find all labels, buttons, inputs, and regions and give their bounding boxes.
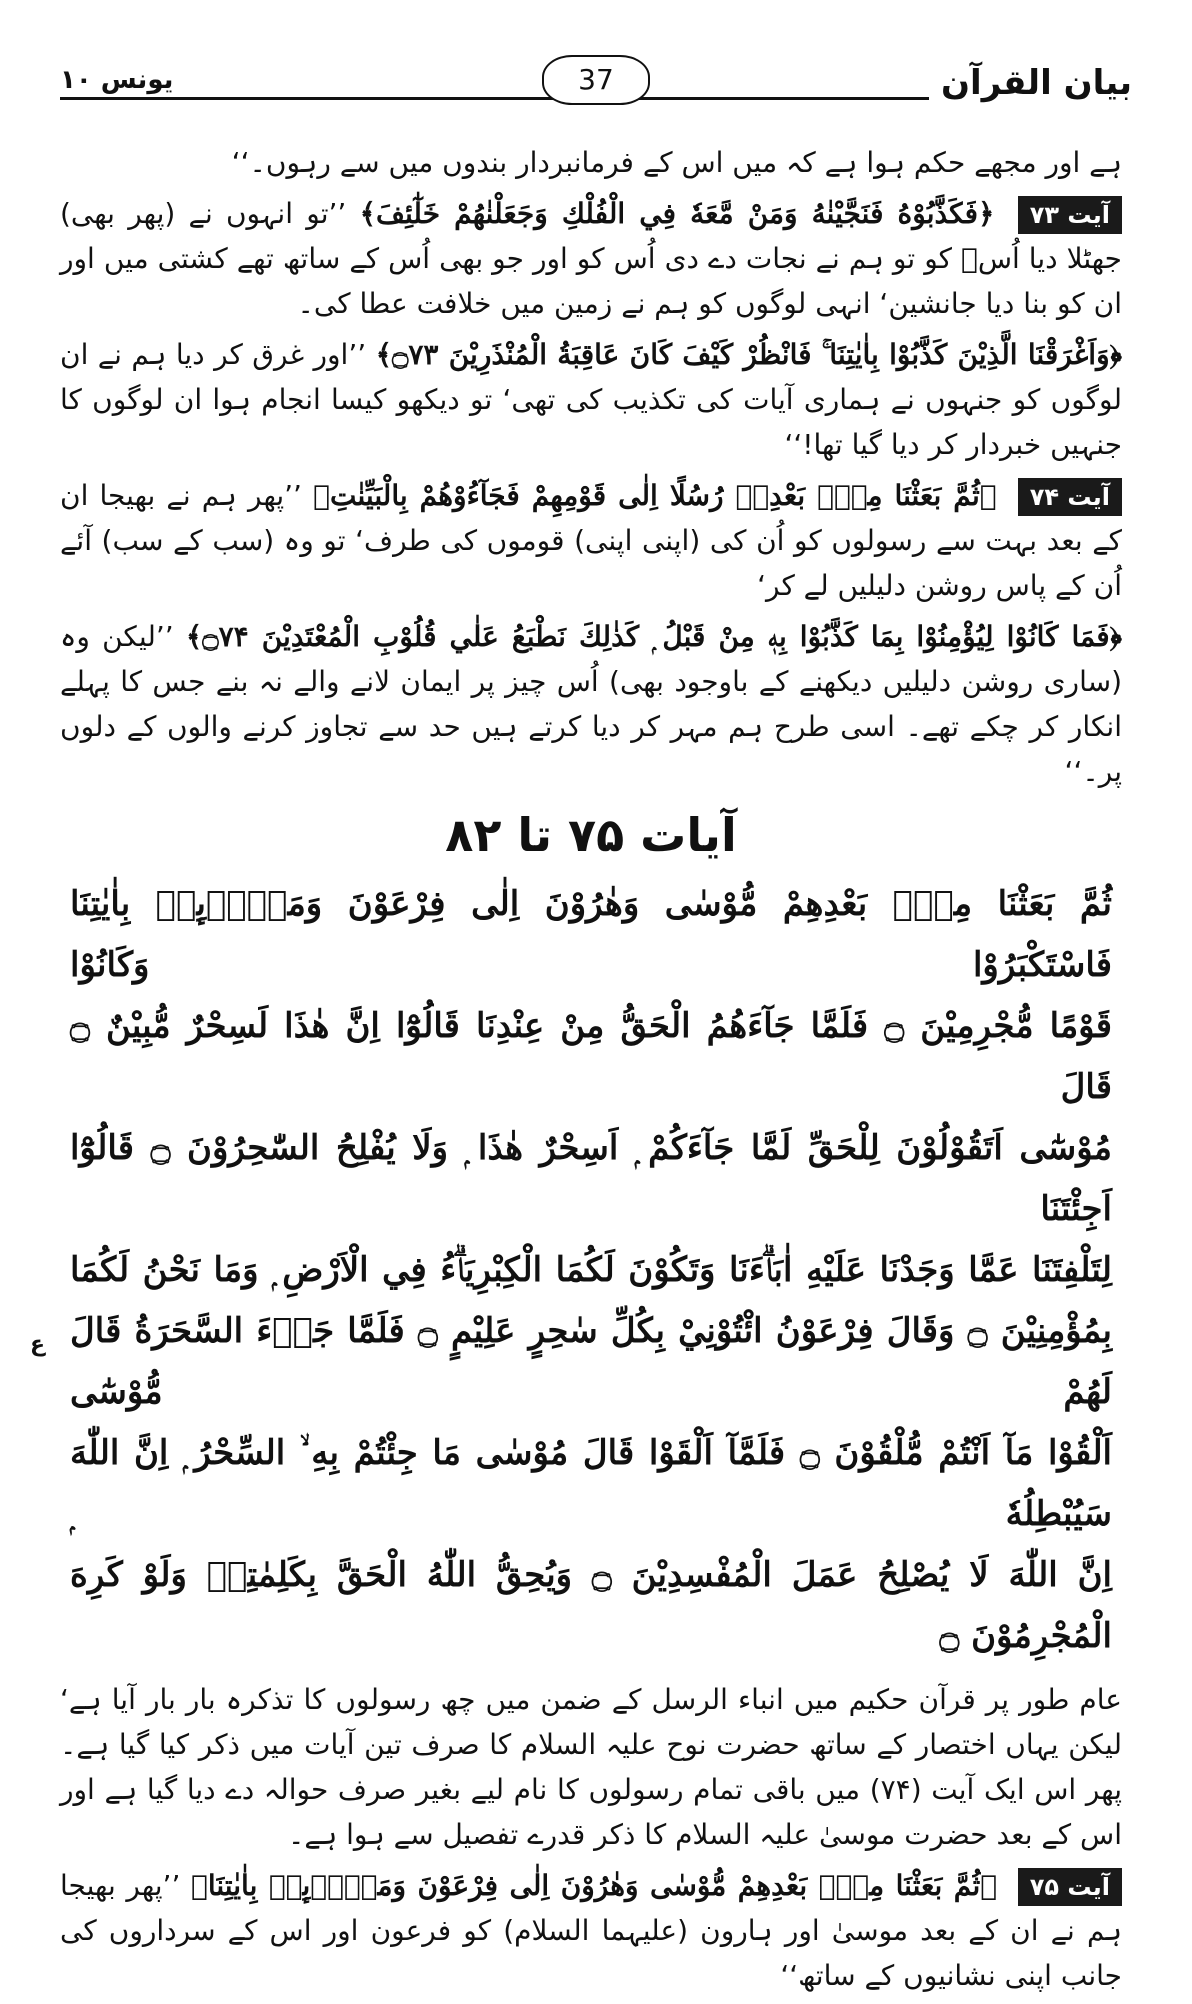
paragraph-text: ’’پھر بھیجا ہم نے ان کے بعد موسیٰ اور ہارون (علیہما السلام) کو فرعون اور اس کے سرداروں کی جانب اپنی نشانیوں کے ساتھ‘‘ bbox=[60, 1869, 1122, 1992]
paragraph-text: عام طور پر قرآن حکیم میں انباء الرسل کے ضمن میں چھ رسولوں کا تذکرہ بار بار آیا ہے‘ لیکن یہاں اختصار کے ساتھ حضرت نوح علیہ السلام کا صرف تین آیات میں ذکر کیا گیا ہے۔ پھر اس ایک آیت (۷۴) میں باقی تمام رسولوں کا نام لیے بغیر صرف حوالہ دے دیا گیا ہے اور اس کے بعد حضرت موسیٰ علیہ السلام کا ذکر قدرے تفصیل سے ہوا ہے۔ bbox=[60, 1683, 1122, 1851]
book-title: بیان القرآن bbox=[929, 63, 1132, 103]
paragraph-text: ’’اور غرق کر دیا ہم نے ان لوگوں کو جنہوں نے ہماری آیات کی تکذیب کی تھی‘ تو دیکھو کیسا انجام ہوا ان لوگوں کا جنہیں خبردار کر دیا گیا تھا!‘‘ bbox=[60, 338, 1122, 461]
commentary-paragraph bbox=[60, 1863, 1122, 1998]
paragraph-text: ’’تو انہوں نے (پھر بھی) جھٹلا دیا اُسؑ کو تو ہم نے نجات دے دی اُس کو اور جو بھی اُس کے ساتھ تھے کشتی میں اور ان کو بنا دیا جانشین‘ انہی لوگوں کو ہم نے زمین میں خلافت عطا کی۔ bbox=[60, 197, 1122, 320]
page-number: 37 bbox=[542, 55, 650, 105]
ayah-quote: ﴿ثُمَّ بَعَثْنَا مِنْۢ بَعْدِهِمْ مُّوْسٰى وَهٰرُوْنَ اِلٰى فِرْعَوْنَ وَمَلَا۟ىِٕهٖ بِاٰيٰتِنَا﴾ bbox=[191, 1869, 998, 1902]
paragraph bbox=[60, 614, 1122, 794]
paragraph-text: ’’پھر ہم نے بھیجا ان کے بعد بہت سے رسولوں کو اُن کی (اپنی اپنی) قوموں کی طرف‘ تو وہ (سب کے سب) آئے اُن کے پاس روشن دلیلیں لے کر‘ bbox=[60, 479, 1122, 602]
quran-line: مُوْسٰٓى اَتَقُوْلُوْنَ لِلْحَقِّ لَمَّا جَآءَكُمْ ۭ اَسِحْرٌ هٰذَا ۭ وَلَا يُفْلِحُ السّٰحِرُوْنَ ۝ قَالُوْٓا اَجِئْتَنَا bbox=[70, 1128, 1113, 1229]
page-header bbox=[60, 55, 1132, 125]
section-heading: آیات ۷۵ تا ۸۲ bbox=[445, 808, 737, 862]
ayah-tag: آیت ۷۵ bbox=[1018, 1868, 1122, 1906]
paragraph bbox=[60, 140, 1122, 185]
quran-text-block bbox=[70, 874, 1112, 1667]
ruku-mark: ع bbox=[30, 1332, 46, 1357]
paragraph bbox=[60, 332, 1122, 467]
quran-line: لِتَلْفِتَنَا عَمَّا وَجَدْنَا عَلَيْهِ اٰبَاۗءَنَا وَتَكُوْنَ لَكُمَا الْكِبْرِيَاۗءُ فِي الْاَرْضِ ۭ وَمَا نَحْنُ لَكُمَا bbox=[70, 1250, 1112, 1290]
page-content bbox=[30, 140, 1123, 2004]
paragraph bbox=[60, 191, 1122, 326]
surah-title: یونس ۱۰ bbox=[60, 65, 185, 95]
paragraph-text: ہے اور مجھے حکم ہوا ہے کہ میں اس کے فرمانبردار بندوں میں سے رہوں۔‘‘ bbox=[231, 146, 1122, 179]
ayah-tag: آیت ۷۴ bbox=[1018, 478, 1122, 516]
paragraph bbox=[60, 473, 1122, 608]
quran-line: اَلْقُوْا مَآ اَنْتُمْ مُّلْقُوْنَ ۝ فَلَمَّآ اَلْقَوْا قَالَ مُوْسٰى مَا جِئْتُمْ بِهِ ۙ السِّحْرُ ۭ اِنَّ اللّٰهَ سَيُبْطِلُهٗ ۭ bbox=[70, 1433, 1112, 1534]
quran-line: قَوْمًا مُّجْرِمِيْنَ ۝ فَلَمَّا جَآءَهُمُ الْحَقُّ مِنْ عِنْدِنَا قَالُوْٓا اِنَّ هٰذَا لَسِحْرٌ مُّبِيْنٌ ۝ قَالَ bbox=[70, 1006, 1113, 1107]
quran-line: ثُمَّ بَعَثْنَا مِنْۢ بَعْدِهِمْ مُّوْسٰى وَهٰرُوْنَ اِلٰى فِرْعَوْنَ وَمَلَا۟ىِٕهٖ بِاٰيٰتِنَا فَاسْتَكْبَرُوْا وَكَانُوْا bbox=[70, 884, 1112, 985]
ayah-quote: ﴿وَاَغْرَقْنَا الَّذِيْنَ كَذَّبُوْا بِاٰيٰتِنَا ۚ فَانْظُرْ كَيْفَ كَانَ عَاقِبَةُ الْمُنْذَرِيْنَ ۝۷۳﴾ bbox=[375, 338, 1123, 371]
quran-line: اِنَّ اللّٰهَ لَا يُصْلِحُ عَمَلَ الْمُفْسِدِيْنَ ۝ وَيُحِقُّ اللّٰهُ الْحَقَّ بِكَلِمٰتِهٖ وَلَوْ كَرِهَ الْمُجْرِمُوْنَ ۝ bbox=[70, 1555, 1112, 1656]
paragraph-text: ’’لیکن وہ (ساری روشن دلیلیں دیکھنے کے باوجود بھی) اُس چیز پر ایمان لانے والے نہ بنے جس کا پہلے انکار کر چکے تھے۔ اسی طرح ہم مہر کر دیا کرتے ہیں حد سے تجاوز کرنے والوں کے دلوں پر۔‘‘ bbox=[60, 620, 1122, 788]
ayah-quote: ﴿فَكَذَّبُوْهُ فَنَجَّيْنٰهُ وَمَنْ مَّعَهٗ فِي الْفُلْكِ وَجَعَلْنٰهُمْ خَلٰٓئِفَ﴾ bbox=[359, 197, 995, 230]
ayah-tag: آیت ۷۳ bbox=[1018, 196, 1122, 234]
quran-line: بِمُؤْمِنِيْنَ ۝ وَقَالَ فِرْعَوْنُ ائْتُوْنِيْ بِكُلِّ سٰحِرٍ عَلِيْمٍ ۝ فَلَمَّا جَاۗءَ السَّحَرَةُ قَالَ لَهُمْ مُّوْسٰٓى bbox=[70, 1311, 1112, 1412]
commentary-paragraph bbox=[60, 1677, 1122, 1857]
ayah-quote: ﴿ثُمَّ بَعَثْنَا مِنْۢ بَعْدِهٖ رُسُلًا اِلٰى قَوْمِهِمْ فَجَآءُوْهُمْ بِالْبَيِّنٰتِ﴾ bbox=[313, 479, 997, 512]
ayah-quote: ﴿فَمَا كَانُوْا لِيُؤْمِنُوْا بِمَا كَذَّبُوْا بِهٖ مِنْ قَبْلُ ۭ كَذٰلِكَ نَطْبَعُ عَلٰي قُلُوْبِ الْمُعْتَدِيْنَ ۝۷۴﴾ bbox=[185, 620, 1122, 653]
